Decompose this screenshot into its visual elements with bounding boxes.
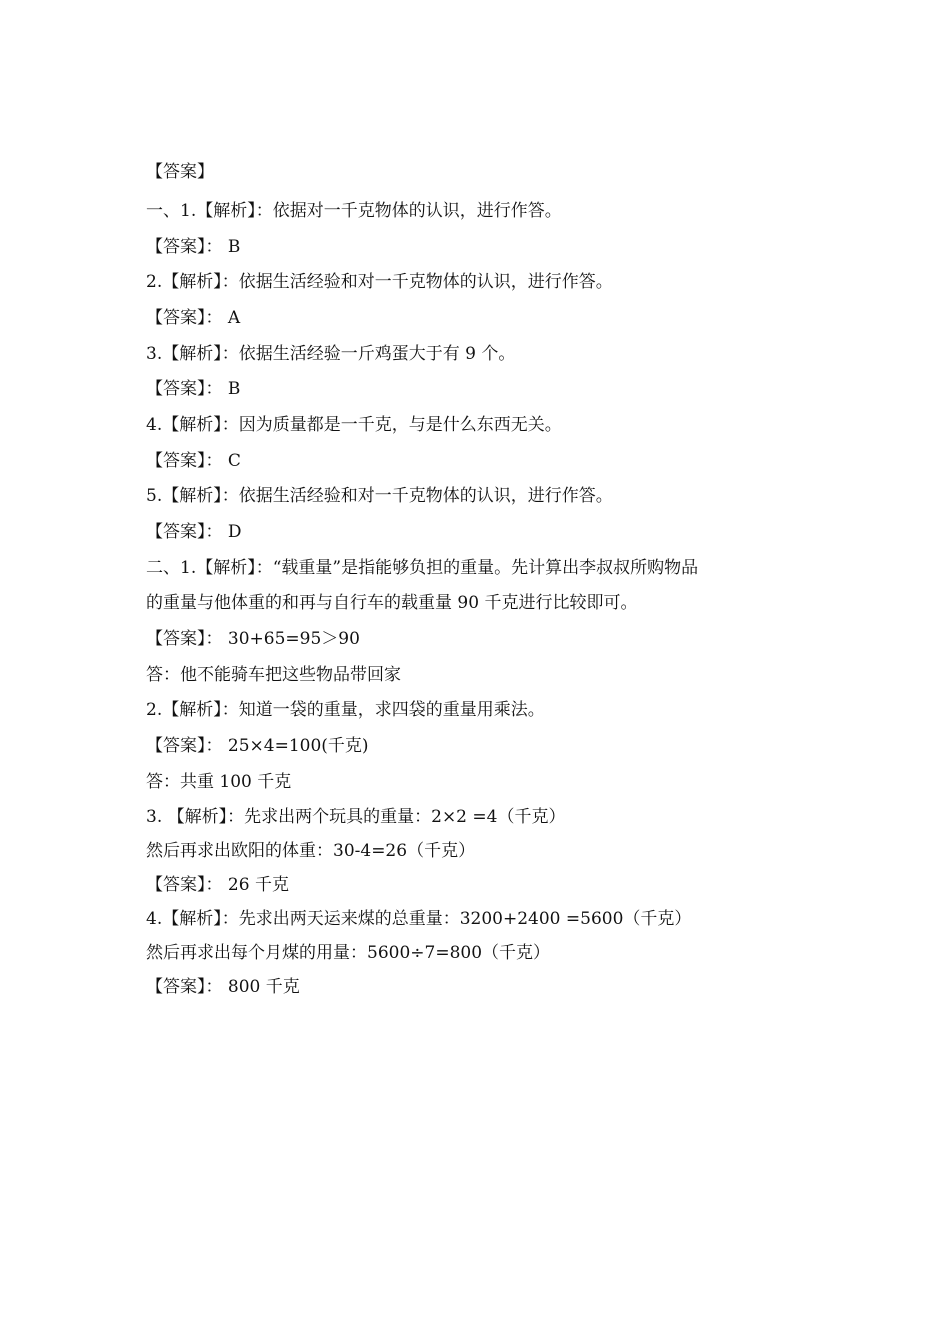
part1-q5-answer: 【答案】： D — [146, 522, 242, 542]
part1-q4-answer: 【答案】： C — [146, 451, 241, 471]
part1-q2-answer: 【答案】： A — [146, 308, 241, 328]
part2-q4-analysis: 4.【解析】：先求出两天运来煤的总重量：3200+2400 =5600（千克） — [146, 909, 692, 929]
part1-q1-answer: 【答案】： B — [146, 237, 241, 257]
answer-heading: 【答案】 — [146, 162, 214, 182]
part2-q2-reply: 答：共重 100 千克 — [146, 772, 292, 792]
part2-q1-answer: 【答案】： 30+65=95＞90 — [146, 629, 360, 649]
part1-q4-analysis: 4.【解析】：因为质量都是一千克，与是什么东西无关。 — [146, 415, 562, 435]
part1-q3-answer: 【答案】： B — [146, 379, 241, 399]
part2-q2-analysis: 2.【解析】：知道一袋的重量，求四袋的重量用乘法。 — [146, 700, 545, 720]
part2-q1-analysis: 二、1.【解析】：“载重量”是指能够负担的重量。先计算出李叔叔所购物品 — [146, 558, 699, 578]
part2-q3-analysis: 3. 【解析】：先求出两个玩具的重量：2×2 =4（千克） — [146, 807, 566, 827]
part2-q4-analysis-cont: 然后再求出每个月煤的用量：5600÷7=800（千克） — [146, 943, 551, 963]
part2-q3-analysis-cont: 然后再求出欧阳的体重：30-4=26（千克） — [146, 841, 476, 861]
part1-q5-analysis: 5.【解析】：依据生活经验和对一千克物体的认识，进行作答。 — [146, 486, 613, 506]
part2-q1-reply: 答：他不能骑车把这些物品带回家 — [146, 665, 401, 685]
part2-q1-analysis-cont: 的重量与他体重的和再与自行车的载重量 90 千克进行比较即可。 — [146, 593, 638, 613]
part1-q1-analysis: 一、1.【解析】：依据对一千克物体的认识，进行作答。 — [146, 201, 562, 221]
part2-q2-answer: 【答案】： 25×4=100(千克) — [146, 736, 369, 756]
part1-q2-analysis: 2.【解析】：依据生活经验和对一千克物体的认识，进行作答。 — [146, 272, 613, 292]
part2-q4-answer: 【答案】： 800 千克 — [146, 977, 300, 997]
part2-q3-answer: 【答案】： 26 千克 — [146, 875, 289, 895]
part1-q3-analysis: 3.【解析】：依据生活经验一斤鸡蛋大于有 9 个。 — [146, 344, 516, 364]
